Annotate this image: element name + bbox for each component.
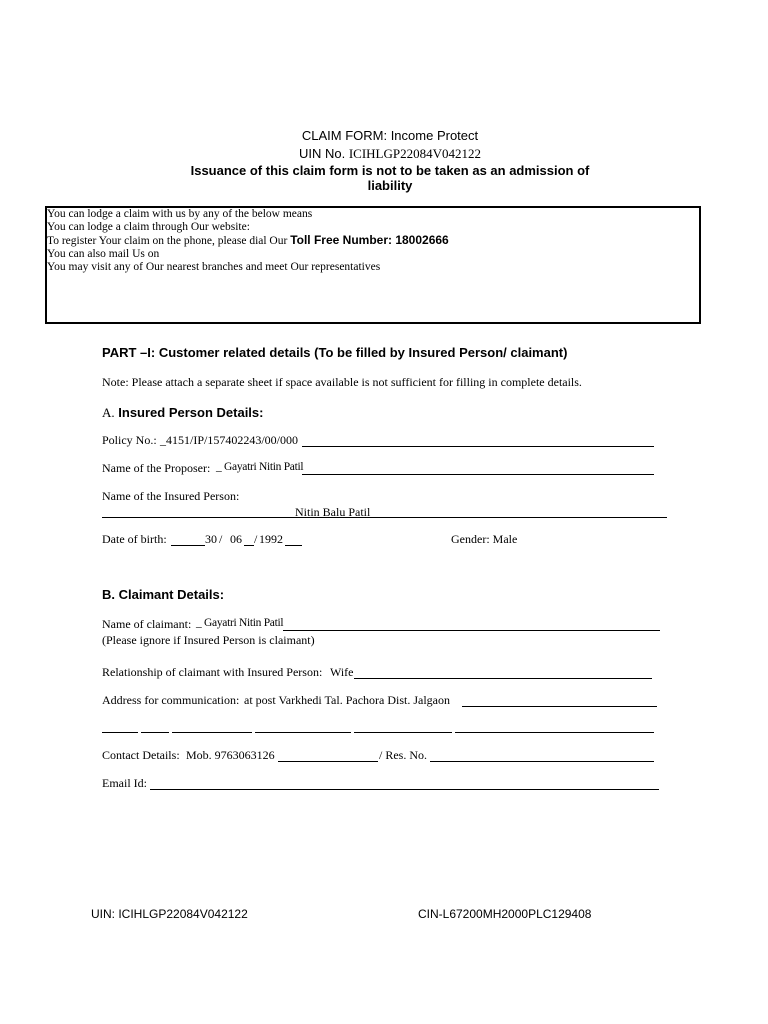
claimant-name-rule — [283, 630, 660, 631]
means-line-4: You can also mail Us on — [47, 248, 160, 260]
mob-field — [186, 748, 275, 763]
proposer-rule — [302, 474, 654, 475]
policy-no-rule — [302, 446, 654, 447]
email-label: Email Id: — [102, 776, 147, 790]
address-value[interactable]: at post Varkhedi Tal. Pachora Dist. Jalgaon — [244, 693, 451, 707]
insured-name-label: Name of the Insured Person: — [102, 489, 240, 503]
means-line-3 — [47, 234, 699, 248]
res-no-label: / Res. No. — [379, 748, 427, 762]
claimant-name-label: Name of claimant: — [102, 617, 192, 631]
address-continuation-rule[interactable] — [102, 732, 654, 733]
dob-month[interactable]: 06 — [230, 532, 242, 546]
dob-label: Date of birth: — [102, 532, 167, 546]
dob-rule-mid — [244, 545, 254, 546]
res-no-rule[interactable] — [430, 761, 654, 762]
means-line-2: You can lodge a claim through Our website: — [47, 221, 250, 233]
form-title: CLAIM FORM: Income Protect — [301, 128, 479, 143]
insured-name-value[interactable]: Nitin Balu Patil — [295, 505, 371, 519]
uin-label: UIN No. — [298, 146, 346, 161]
address-rule — [462, 706, 657, 707]
claimant-section-title: B. Claimant Details: — [102, 587, 225, 602]
mob-value[interactable]: 9763063126 — [214, 748, 275, 762]
uin-line — [0, 146, 768, 162]
gender-field — [451, 532, 517, 547]
claimant-name-value[interactable]: _ Gayatri Nitin Patil — [196, 617, 284, 629]
insured-section-text: Insured Person Details: — [118, 405, 264, 420]
dob-day[interactable]: 30 — [205, 532, 217, 546]
gender-label: Gender: — [451, 532, 490, 546]
email-rule[interactable] — [150, 789, 659, 790]
uin-value: ICIHLGP22084V042122 — [348, 146, 482, 161]
proposer-label: Name of the Proposer: — [102, 461, 211, 475]
policy-no-value[interactable]: _4151/IP/157402243/00/000 — [160, 433, 299, 447]
dob-rule-pre — [171, 545, 205, 546]
toll-free-number: Toll Free Number: 18002666 — [290, 233, 449, 247]
disclaimer-line-1: Issuance of this claim form is not to be taken as an admission of — [190, 163, 590, 178]
part1-note: Note: Please attach a separate sheet if space available is not sufficient for filling in complete details. — [102, 375, 582, 389]
means-line-5: You may visit any of Our nearest branches and meet Our representatives — [47, 261, 381, 273]
claimant-ignore-note: (Please ignore if Insured Person is claimant) — [102, 633, 315, 647]
means-phone-text: To register Your claim on the phone, please dial Our — [47, 235, 288, 247]
gender-value[interactable]: Male — [492, 532, 518, 546]
contact-label: Contact Details: — [102, 748, 180, 762]
relationship-rule — [354, 678, 652, 679]
address-label: Address for communication: — [102, 693, 240, 707]
mob-rule — [278, 761, 378, 762]
insured-section-title — [102, 405, 263, 421]
relationship-value[interactable]: Wife — [330, 665, 354, 679]
proposer-value[interactable]: _ Gayatri Nitin Patil — [216, 461, 304, 473]
means-line-1: You can lodge a claim with us by any of the below means — [47, 208, 313, 220]
mob-label: Mob. — [186, 748, 212, 762]
disclaimer-line-2: liability — [367, 178, 413, 193]
claim-means-box — [45, 206, 701, 324]
insured-section-letter: A. — [102, 405, 115, 420]
insured-name-rule — [102, 517, 667, 518]
dob-rule-post — [285, 545, 302, 546]
footer-uin: UIN: ICIHLGP22084V042122 — [91, 907, 248, 921]
relationship-label: Relationship of claimant with Insured Person: — [102, 665, 323, 679]
policy-no-label: Policy No.: — [102, 433, 157, 447]
dob-year[interactable]: 1992 — [259, 532, 283, 546]
part1-title: PART –I: Customer related details (To be filled by Insured Person/ claimant) — [102, 345, 568, 360]
footer-cin: CIN-L67200MH2000PLC129408 — [418, 907, 592, 921]
